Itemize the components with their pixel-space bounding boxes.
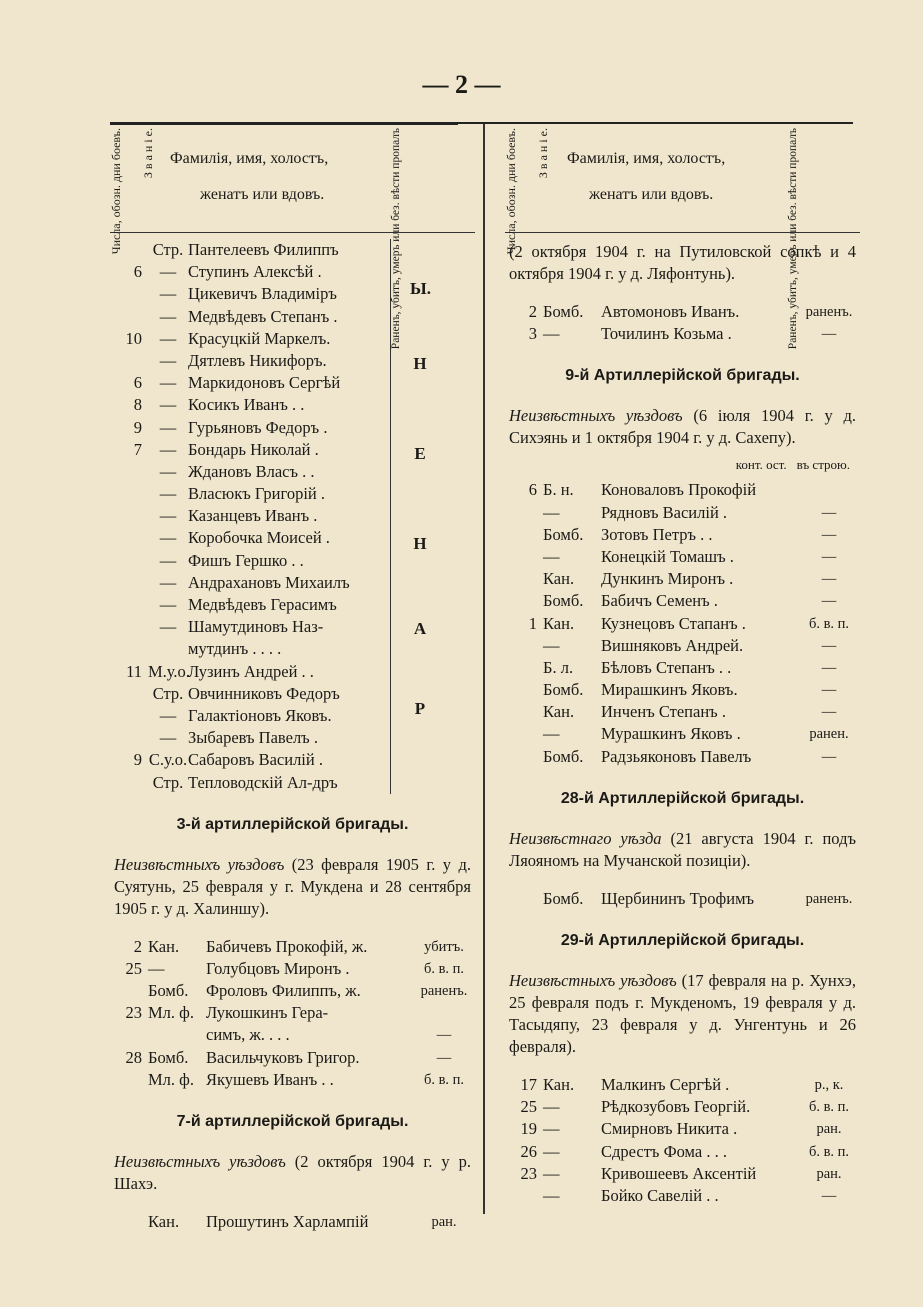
row-rank: Бомб. (543, 591, 584, 611)
row-number: 9 (133, 750, 142, 770)
row-rank: Стр. (152, 683, 184, 703)
table-row (505, 635, 860, 657)
row-number: 23 (520, 1163, 537, 1183)
header-dates-right: Числа, обозн. дни боевъ. (504, 128, 518, 255)
row-rank: — (159, 373, 177, 393)
table-row (505, 590, 860, 612)
brigade-3-heading: 3-й артиллерійской бригады. (176, 815, 409, 833)
row-number (110, 550, 148, 572)
table-row (110, 1069, 475, 1091)
row-number: 28 (125, 1047, 142, 1067)
row-status: — (436, 1027, 452, 1044)
header-status: Раненъ, убитъ, умеръ или без. вѣсти пропалъ (390, 128, 402, 350)
row-name: Гурьяновъ Федоръ . (188, 417, 328, 437)
incident-3-italic: Неизвѣстныхъ уѣздовъ (114, 854, 285, 874)
row-rank: — (543, 1141, 560, 1161)
table-row (110, 328, 475, 350)
row-number: 8 (133, 395, 142, 415)
row-name: Радзьяконовъ Павелъ (601, 746, 752, 766)
table-row (110, 461, 475, 483)
table-row (110, 727, 475, 749)
row-number (110, 461, 148, 483)
row-status: раненъ. (420, 983, 468, 1000)
row-number: 23 (125, 1003, 142, 1023)
row-name: Мирашкинъ Яковъ. (601, 680, 738, 700)
row-rank: — (159, 705, 177, 725)
table-row (110, 980, 475, 1002)
row-status: — (821, 548, 837, 565)
row-name: Дункинъ Миронъ . (601, 569, 734, 589)
row-status: убитъ. (424, 938, 464, 955)
row-number: 2 (133, 936, 142, 956)
row-rank: — (159, 262, 177, 282)
row-rank: — (159, 506, 177, 526)
row-name: Васильчуковъ Григор. (206, 1047, 360, 1067)
row-number (110, 638, 148, 660)
row-number (110, 594, 148, 616)
row-name: Фишъ Гершко . . (188, 550, 304, 570)
row-rank: — (159, 328, 177, 348)
row-number: 7 (133, 439, 142, 459)
table-row (110, 572, 475, 594)
row-name: Рядновъ Василій . (601, 502, 728, 522)
table-row (505, 301, 860, 323)
row-rank: — (543, 1163, 560, 1183)
status-letter: Н (413, 354, 427, 373)
table-row (110, 394, 475, 416)
incident-3-text: (23 февраля 1905 г. у д. Суятунь, 25 февраля у г. Мукдена и 28 сентября 1905 г. у д. Халиншу). (114, 854, 472, 918)
row-rank: — (159, 306, 177, 326)
row-rank: Б. л. (543, 657, 574, 677)
row-rank: — (543, 1097, 560, 1117)
row-number: 9 (133, 417, 142, 437)
status-letter: Н (413, 534, 427, 553)
row-name: Якушевъ Иванъ . . (206, 1069, 334, 1089)
row-name: Галактіоновъ Яковъ. (188, 705, 332, 725)
row-rank: — (159, 350, 177, 370)
row-rank: Мл. ф. (148, 1003, 194, 1023)
row-rank: — (543, 324, 560, 344)
casualty-list-7 (110, 1211, 475, 1233)
row-name: Ждановъ Власъ . . (188, 461, 315, 481)
header-dates: Числа, обозн. дни боевъ. (109, 128, 123, 255)
table-row (110, 1002, 475, 1024)
row-number (110, 527, 148, 549)
row-rank: — (159, 617, 177, 637)
table-row (110, 239, 475, 261)
row-status: — (821, 593, 837, 610)
row-number (505, 546, 543, 568)
table-row (110, 958, 475, 980)
row-rank: — (159, 284, 177, 304)
row-rank: Кан. (543, 569, 575, 589)
row-rank: Б. н. (543, 480, 574, 500)
table-row (505, 701, 860, 723)
incident-29-italic: Неизвѣстныхъ уѣздовъ (509, 971, 677, 990)
row-status: б. в. п. (423, 960, 465, 977)
header-name-line1: Фамилія, имя, холостъ, (170, 150, 329, 167)
row-name: Лузинъ Андрей . . (188, 661, 314, 681)
row-number (110, 283, 148, 305)
row-rank: — (159, 728, 177, 748)
row-number: 6 (133, 262, 142, 282)
row-rank: — (159, 528, 177, 548)
row-status: ранен. (809, 726, 849, 743)
table-row (505, 524, 860, 546)
row-number (505, 723, 543, 745)
row-status: — (436, 1049, 452, 1066)
row-rank: Кан. (148, 1212, 180, 1231)
table-row (505, 1141, 860, 1163)
row-name: Вишняковъ Андрей. (601, 635, 744, 655)
table-row (505, 546, 860, 568)
incident-29 (509, 970, 856, 1058)
incident-9 (509, 405, 856, 449)
table-row (505, 1096, 860, 1118)
incident-28 (509, 828, 856, 872)
row-rank: Бомб. (148, 981, 189, 1001)
table-row (110, 749, 475, 771)
row-number: 2 (528, 302, 537, 321)
row-number (505, 701, 543, 723)
row-number (110, 505, 148, 527)
row-rank: Кан. (543, 613, 575, 633)
row-status: р., к. (814, 1077, 844, 1093)
row-rank: — (543, 1185, 560, 1205)
header-rank-right: З в а н і е. (536, 128, 550, 179)
row-number: 6 (133, 373, 142, 393)
row-rank: — (543, 502, 560, 522)
sub-header-2: въ строю. (796, 457, 850, 473)
row-name: Мурашкинъ Яковъ . (601, 724, 741, 744)
row-name: Ступинъ Алексѣй . (188, 262, 322, 282)
row-number (505, 1185, 543, 1207)
brigade-29-heading: 29-й Артиллерійской бригады. (560, 932, 805, 949)
casualty-list-1 (110, 239, 475, 794)
incident-7 (114, 1151, 471, 1195)
row-number (110, 705, 148, 727)
table-row (110, 1047, 475, 1069)
table-row (110, 638, 475, 660)
casualty-list-a (505, 301, 860, 345)
row-number (110, 1024, 148, 1046)
row-name: Лукошкинъ Гера- (206, 1003, 329, 1023)
row-number (505, 590, 543, 612)
row-name: Казанцевъ Иванъ . (188, 506, 318, 526)
table-row (505, 679, 860, 701)
row-name: Медвѣдевъ Степанъ . (188, 306, 338, 326)
row-name: Цикевичъ Владиміръ (188, 284, 337, 304)
row-name: Бабичевъ Прокофій, ж. (206, 936, 368, 956)
page-number: — 2 — (422, 70, 501, 99)
row-rank: Бомб. (543, 524, 584, 544)
row-number (110, 350, 148, 372)
table-row (110, 417, 475, 439)
row-name: Кривошеевъ Аксентій (601, 1163, 757, 1183)
row-status: — (821, 748, 837, 765)
row-name: Прошутинъ Харлампій (206, 1212, 369, 1231)
sub-header (505, 457, 850, 473)
header-rank: З в а н і е. (141, 128, 155, 179)
row-number: 6 (528, 480, 537, 500)
row-rank (148, 638, 188, 660)
row-name: Голубцовъ Миронъ . (206, 958, 350, 978)
row-name: Андрахановъ Михаилъ (188, 572, 350, 592)
row-status (413, 1002, 475, 1024)
status-letter: Е (414, 444, 426, 463)
table-row (505, 723, 860, 745)
row-status: — (821, 571, 837, 588)
row-number: 19 (520, 1119, 537, 1139)
row-status: б. в. п. (808, 1099, 850, 1116)
row-name: Дятлевъ Никифоръ. (188, 350, 327, 370)
row-status: ран. (431, 1214, 457, 1230)
row-rank: — (159, 595, 177, 614)
row-number (110, 980, 148, 1002)
row-name: Бойко Савелій . . (601, 1185, 719, 1205)
row-number: 11 (126, 661, 142, 681)
status-letter: А (413, 619, 427, 638)
brigade-28-heading: 28-й Артиллерійской бригады. (560, 789, 805, 807)
row-status: — (821, 326, 837, 343)
row-rank: Стр. (152, 772, 184, 792)
row-name: Коноваловъ Прокофій (601, 480, 757, 500)
continued-incident: (2 октября 1904 г. на Путиловской сопкѣ и 4 октября 1904 г. у д. Ляфонтунь). (509, 242, 856, 283)
row-status: — (821, 504, 837, 521)
row-name: Кузнецовъ Стапанъ . (601, 613, 746, 633)
row-rank: Бомб. (543, 888, 584, 908)
sub-header-1: конт. ост. (735, 457, 787, 473)
table-row (505, 1185, 860, 1207)
row-rank: — (148, 958, 165, 978)
row-number (505, 888, 543, 910)
row-number (505, 635, 543, 657)
row-rank: Кан. (543, 1075, 575, 1094)
table-row (110, 772, 475, 794)
table-row (505, 568, 860, 590)
row-rank: — (159, 395, 177, 415)
row-name: Автомоновъ Иванъ. (601, 302, 740, 321)
table-row (110, 1211, 475, 1233)
row-name: Шамутдиновъ Наз- (188, 617, 324, 637)
row-rank: — (159, 439, 177, 459)
brigade-7-heading: 7-й артиллерійской бригады. (176, 1113, 409, 1130)
row-status: — (821, 659, 837, 676)
row-status: — (821, 704, 837, 721)
row-number (110, 239, 148, 261)
row-status: ран. (816, 1121, 842, 1138)
row-number (110, 1211, 148, 1233)
table-row (505, 502, 860, 524)
table-row (110, 1024, 475, 1046)
row-rank: — (543, 1119, 560, 1139)
row-name: Красуцкій Маркелъ. (188, 328, 331, 348)
row-status: — (821, 1187, 837, 1204)
header-status-right: Раненъ, убитъ, умеръ или без. вѣсти пропалъ (787, 128, 799, 350)
incident-28-text: (21 августа 1904 г. подъ Ляояномъ на Мучанской позиціи). (509, 828, 857, 870)
casualty-list-9 (505, 479, 860, 767)
row-name: Конецкій Томашъ . (601, 546, 734, 566)
table-row (505, 323, 860, 345)
row-number (110, 1069, 148, 1091)
row-rank (148, 1024, 206, 1046)
row-number (110, 772, 148, 794)
row-number (505, 679, 543, 701)
row-name: Сдрестъ Фома . . . (601, 1141, 727, 1161)
row-name: Тепловодскій Ал-дръ (188, 772, 338, 792)
row-number (110, 306, 148, 328)
row-name: Щербининъ Трофимъ (601, 888, 755, 908)
row-number: 26 (520, 1141, 537, 1161)
row-name: Смирновъ Никита . (601, 1119, 738, 1139)
row-number: 25 (125, 958, 142, 978)
row-rank: С.у.о. (148, 750, 188, 770)
row-number: 3 (528, 324, 537, 344)
row-name: Инченъ Степанъ . (601, 702, 726, 722)
casualty-list-29 (505, 1074, 860, 1207)
header-name-right-line2: женатъ или вдовъ. (589, 186, 714, 203)
row-number (505, 524, 543, 546)
row-name: Бондарь Николай . (188, 439, 319, 459)
row-rank: — (159, 461, 177, 481)
row-number: 17 (520, 1075, 537, 1094)
row-number (505, 502, 543, 524)
table-row (110, 661, 475, 683)
row-name: симъ, ж. . . . (206, 1025, 290, 1045)
row-rank: Бомб. (148, 1047, 189, 1067)
row-rank: Стр. (152, 240, 184, 259)
row-name: Пантелеевъ Филиппъ (188, 240, 339, 259)
header-name-line2: женатъ или вдовъ. (200, 186, 325, 203)
table-row (505, 888, 860, 910)
left-column (110, 124, 475, 1233)
row-name: Коробочка Моисей . (188, 528, 330, 548)
row-name: Медвѣдевъ Герасимъ (188, 595, 337, 614)
row-rank: Бомб. (543, 302, 584, 321)
table-row (505, 1163, 860, 1185)
column-divider (483, 124, 485, 1214)
row-number (110, 616, 148, 638)
table-row (110, 372, 475, 394)
row-number (110, 683, 148, 705)
row-number (110, 483, 148, 505)
row-rank: М.у.о. (148, 661, 190, 681)
row-status: б. в. п. (423, 1071, 465, 1088)
group-brace (382, 239, 391, 794)
table-row (505, 1074, 860, 1096)
row-rank: — (543, 724, 560, 744)
row-name: Бабичъ Семенъ . (601, 591, 718, 611)
right-column (505, 124, 860, 1207)
row-number (505, 568, 543, 590)
incident-7-text: (2 октября 1904 г. у р. Шахэ. (114, 1152, 471, 1193)
row-name: Рѣдкозубовъ Георгій. (601, 1097, 751, 1117)
row-status: б. в. п. (808, 615, 850, 632)
incident-9-italic: Неизвѣстныхъ уѣздовъ (509, 406, 683, 426)
table-row (505, 1118, 860, 1140)
row-status: ран. (816, 1165, 842, 1182)
table-row (505, 479, 860, 501)
incident-3 (114, 854, 471, 920)
row-name: Власюкъ Григорій . (188, 484, 325, 504)
header-name-right-line1: Фамилія, имя, холостъ, (567, 150, 726, 167)
row-name: Маркидоновъ Сергѣй (188, 373, 341, 393)
brigade-9-heading: 9-й Артиллерійской бригады. (565, 367, 800, 385)
row-rank: — (543, 635, 560, 655)
row-status: раненъ. (805, 304, 853, 320)
row-rank: Бомб. (543, 746, 584, 766)
row-name: Бѣловъ Степанъ . . (601, 657, 732, 677)
row-rank: — (543, 546, 560, 566)
row-rank: Кан. (543, 702, 575, 722)
table-row (110, 505, 475, 527)
row-rank: — (159, 550, 177, 570)
row-status: — (821, 637, 837, 654)
row-rank: Бомб. (543, 680, 584, 700)
table-row (110, 936, 475, 958)
row-name: Зотовъ Петръ . . (601, 524, 713, 544)
row-status: — (821, 682, 837, 699)
row-status: раненъ. (805, 890, 853, 907)
table-row (110, 483, 475, 505)
status-letter: Р (414, 699, 426, 718)
row-number: 25 (520, 1097, 537, 1117)
table-row (110, 594, 475, 616)
row-status (798, 479, 860, 501)
row-rank: — (159, 484, 177, 504)
row-rank: Кан. (148, 936, 180, 956)
table-row (110, 306, 475, 328)
row-name: Малкинъ Сергѣй . (601, 1075, 730, 1094)
status-letter: Ы. (410, 279, 431, 298)
row-name: Овчинниковъ Федоръ (188, 683, 340, 703)
incident-29-text: (17 февраля на р. Хунхэ, 25 февраля подъ г. Мукденомъ, 19 февраля у д. Тасыдяпу, 23 февраля у д. Унгентунь и 26 февраля). (509, 971, 857, 1056)
row-number: 1 (528, 613, 537, 633)
row-name: Косикъ Иванъ . . (188, 395, 305, 415)
incident-7-italic: Неизвѣстныхъ уѣздовъ (114, 1152, 286, 1171)
row-number (110, 727, 148, 749)
row-status: — (821, 526, 837, 543)
table-row (505, 613, 860, 635)
row-rank: Мл. ф. (148, 1069, 194, 1089)
row-number (505, 657, 543, 679)
incident-9-text: (6 іюля 1904 г. у д. Сихэянь и 1 октября 1904 г. у д. Сахепу). (509, 406, 857, 448)
row-number: 10 (125, 328, 142, 348)
row-name: мутдинъ . . . . (188, 639, 282, 659)
casualty-list-3 (110, 936, 475, 1091)
row-name: Зыбаревъ Павелъ . (188, 728, 318, 748)
row-name: Фроловъ Филиппъ, ж. (206, 981, 361, 1001)
incident-28-italic: Неизвѣстнаго уѣзда (509, 828, 662, 848)
row-status: б. в. п. (808, 1143, 850, 1160)
table-row (505, 746, 860, 768)
row-rank: — (159, 572, 177, 592)
row-number (505, 746, 543, 768)
row-rank: — (159, 417, 177, 437)
table-row (505, 657, 860, 679)
row-name: Точилинъ Козьма . (601, 324, 732, 344)
row-number (110, 572, 148, 594)
row-name: Сабаровъ Василій . (188, 750, 323, 770)
